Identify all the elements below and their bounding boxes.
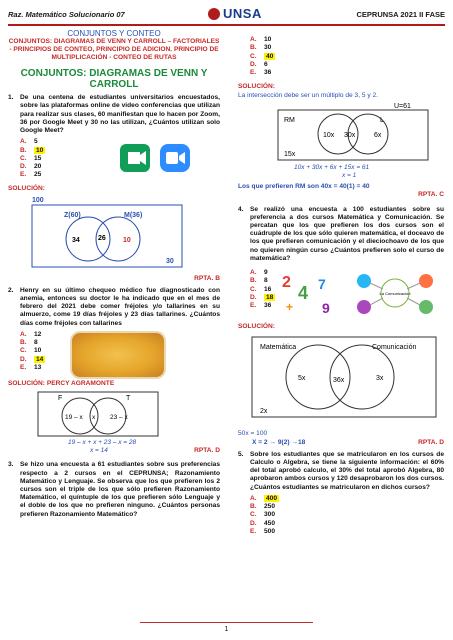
question-4: 4. Se realizó una encuesta a 100 estudiantes sobre su preferencia a dos cursos Matemática y Comunicación. Se percatan que los que prefieren los dos cursos son el cuádruple de los que sólo quieren matemática, el doceavo de los que prefieren comunicación y el dieciochoavo de los que no quieren ningún curso ¿Cuántos prefieren solo el curso de matemática? [238, 205, 444, 262]
q2-option-c[interactable]: C. 10 [20, 347, 42, 355]
header-right-title: CEPRUNSA 2021 II FASE [356, 10, 445, 19]
q1-option-a[interactable]: A. 5 [20, 138, 38, 146]
q3-equation-2: x = 1 [342, 171, 357, 179]
q3-note: La intersección debe ser un múltiplo de 3, 5 y 2. [238, 91, 379, 99]
q3-outside: 15x [284, 150, 296, 158]
q5-option-c[interactable]: C. 300 [250, 511, 276, 519]
svg-text:9: 9 [322, 299, 330, 316]
q4-option-a[interactable]: A. 9 [250, 268, 268, 276]
q2-venn-diagram [8, 388, 220, 454]
q3-set-a-label: RM [284, 116, 295, 124]
q4-image-label: La Comunicación [379, 290, 411, 296]
math-clipart [278, 269, 344, 317]
page-number: 1 [224, 626, 229, 633]
q3-b-only: 6x [374, 131, 382, 139]
q3-option-e[interactable]: E. 36 [250, 69, 272, 77]
q2-set-a-label: F [58, 395, 63, 403]
q1-total: 100 [32, 197, 44, 205]
q1-option-d[interactable]: D. 20 [20, 163, 42, 171]
q2-option-a[interactable]: A. 12 [20, 330, 42, 338]
q4-a-only: 5x [298, 375, 306, 383]
q5-option-a[interactable]: A. 400 [250, 494, 278, 502]
right-column [238, 30, 444, 536]
svg-text:4: 4 [298, 282, 309, 303]
q2-option-d[interactable]: D. 14 [20, 355, 44, 363]
q1-solution-label: SOLUCIÓN: [8, 185, 45, 193]
section-title: CONJUNTOS: DIAGRAMAS DE VENN Y CARROLL [20, 68, 208, 91]
q4-set-b-label: Comunicación [372, 344, 417, 352]
q4-option-d[interactable]: D. 18 [250, 293, 274, 301]
q3-set-b-label: L [380, 116, 384, 124]
q2-solution-label: SOLUCIÓN: PERCY AGRAMONTE [8, 379, 115, 387]
q5-option-e[interactable]: E. 500 [250, 527, 276, 535]
q4-equation-2: X = 2 → 9(2) →18 [252, 438, 306, 446]
left-column [8, 30, 220, 519]
q2-option-b[interactable]: B. 8 [20, 339, 38, 347]
svg-text:2: 2 [282, 273, 291, 291]
q1-a-only: 34 [72, 237, 80, 245]
q3-option-b[interactable]: B. 30 [250, 44, 272, 52]
question-3: 3. Se hizo una encuesta a 61 estudiantes sobre sus preferencias respecto a 2 cursos en el CEPRUNSA; Razonamiento Matemático y Lenguaje. Se observa que los que prefieren los 2 cursos son el triple de los que sólo prefieren Razonamiento Matemático, el quíntuple de los que prefieren sólo Lenguaje y el doble de los que no prefieren ninguno. ¿Cuántos personas prefieren Razonamiento Matemático? [8, 461, 220, 518]
q4-solution-label: SOLUCIÓN: [238, 322, 275, 330]
q3-solution-label: SOLUCIÓN: [238, 83, 275, 91]
q3-a-only: 10x [323, 131, 335, 139]
q3-both: 30x [344, 131, 356, 139]
footer-rule [140, 622, 313, 623]
q4-options-area [238, 269, 444, 319]
q3-equation-1: 10x + 30x + 6x + 15x = 61 [294, 163, 370, 171]
q1-options-area [8, 138, 220, 182]
q4-equation-row [238, 439, 444, 447]
q3-universe-label: U=61 [394, 102, 411, 110]
header-left-title: Raz. Matemático Solucionario 07 [8, 10, 125, 19]
q1-venn-diagram [8, 193, 220, 271]
q3-options [250, 36, 444, 77]
q3-option-a[interactable]: A. 10 [250, 36, 272, 43]
topic-title: CONJUNTOS Y CONTEO [67, 29, 161, 38]
question-1: 1. De una centena de estudiantes universitarios encuestados, sobre las plataformas online de video conferencias que utilizan para realizar sus clases, 60 manifiestan que lo hacen por Zoom, 36 por Google Meet y 30 no las utilizan, ¿Cuántos utilizan solo Google Meet? [8, 94, 220, 135]
q2-equation-1: 19 – x + x + 23 – x = 28 [68, 439, 137, 447]
topic-subtitle: CONJUNTOS: DIAGRAMAS DE VENN Y CARROLL – FACTORIALES - PRINCIPIOS DE CONTEO, PRINCIPIO DE ADICION. PRINCIPIO DE MULTIPLICACIÓN - CONTEO DE RUTAS [8, 38, 220, 62]
header-rule [8, 24, 445, 26]
q4-equation-1: 50x = 100 [238, 430, 268, 438]
q4-venn-diagram [238, 331, 444, 427]
q5-option-b[interactable]: B. 250 [250, 503, 276, 511]
q1-both: 26 [98, 235, 106, 243]
svg-text:+: + [286, 299, 294, 314]
q2-equation-2: x = 14 [90, 447, 108, 455]
q4-both: 36x [333, 377, 345, 385]
q4-outside: 2x [260, 408, 268, 416]
q1-outside: 30 [166, 258, 174, 266]
q3-venn-diagram [238, 100, 444, 180]
q4-set-a-label: Matemática [260, 344, 297, 352]
q1-option-b[interactable]: B. 10 [20, 146, 44, 154]
communication-clipart [350, 269, 440, 317]
q2-b-only: 23 – x [110, 414, 128, 422]
q2-a-only: 19 – x [65, 414, 83, 422]
q2-options-area [8, 331, 220, 377]
question-2: 2. Henry en su último chequeo médico fue diagnosticado con anemia, entonces su doctor le ha indicado que en el mes de febrero del 2021 debe comer fréjoles y/o tallarines en su almuerzo, come 19 días fréjoles y 23 días tallarines. ¿Cuántos días come fréjoles con tallarines [8, 286, 220, 327]
q2-set-b-label: T [126, 395, 131, 403]
q5-option-d[interactable]: D. 450 [250, 519, 276, 527]
q1-set-a-label: Z(60) [64, 212, 81, 220]
svg-text:7: 7 [318, 275, 326, 292]
unsa-logo: UNSA [208, 6, 262, 21]
pasta-photo [70, 331, 166, 379]
q3-option-d[interactable]: D. 6 [250, 60, 268, 68]
q3-result: Los que prefieren RM son 40x = 40(1) = 40 [238, 183, 370, 191]
video-apps-icons [118, 140, 198, 176]
q1-answer: RPTA. B [194, 274, 220, 282]
q3-option-c[interactable]: C. 40 [250, 52, 274, 60]
q3-answer: RPTA. C [418, 191, 444, 199]
q2-answer: RPTA. D [194, 447, 220, 455]
q4-answer: RPTA. D [418, 438, 444, 446]
q1-option-e[interactable]: E. 25 [20, 171, 42, 179]
q4-option-c[interactable]: C. 16 [250, 285, 272, 293]
unsa-seal-icon [208, 8, 220, 20]
q4-b-only: 3x [376, 375, 384, 383]
q5-options [250, 495, 444, 536]
question-5: 5. Sobre los estudiantes que se matricularon en los cursos de Calculo o Algebra, se tiene la siguiente información: el 60% del total aprobó calculo, el 30% del total aprobó Algebra, 80 aprobaron ambos cursos y 120 desaprobaron los dos cursos. ¿Cuántos estudiantes se matricularon en dichos cursos? [238, 450, 444, 491]
q1-option-c[interactable]: C. 15 [20, 154, 42, 162]
q2-both: x [92, 414, 96, 422]
q4-option-e[interactable]: E. 36 [250, 302, 272, 310]
q1-b-only: 10 [123, 237, 131, 245]
q1-set-b-label: M(36) [124, 212, 143, 220]
q4-option-b[interactable]: B. 8 [250, 277, 268, 285]
q2-option-e[interactable]: E. 13 [20, 364, 42, 372]
